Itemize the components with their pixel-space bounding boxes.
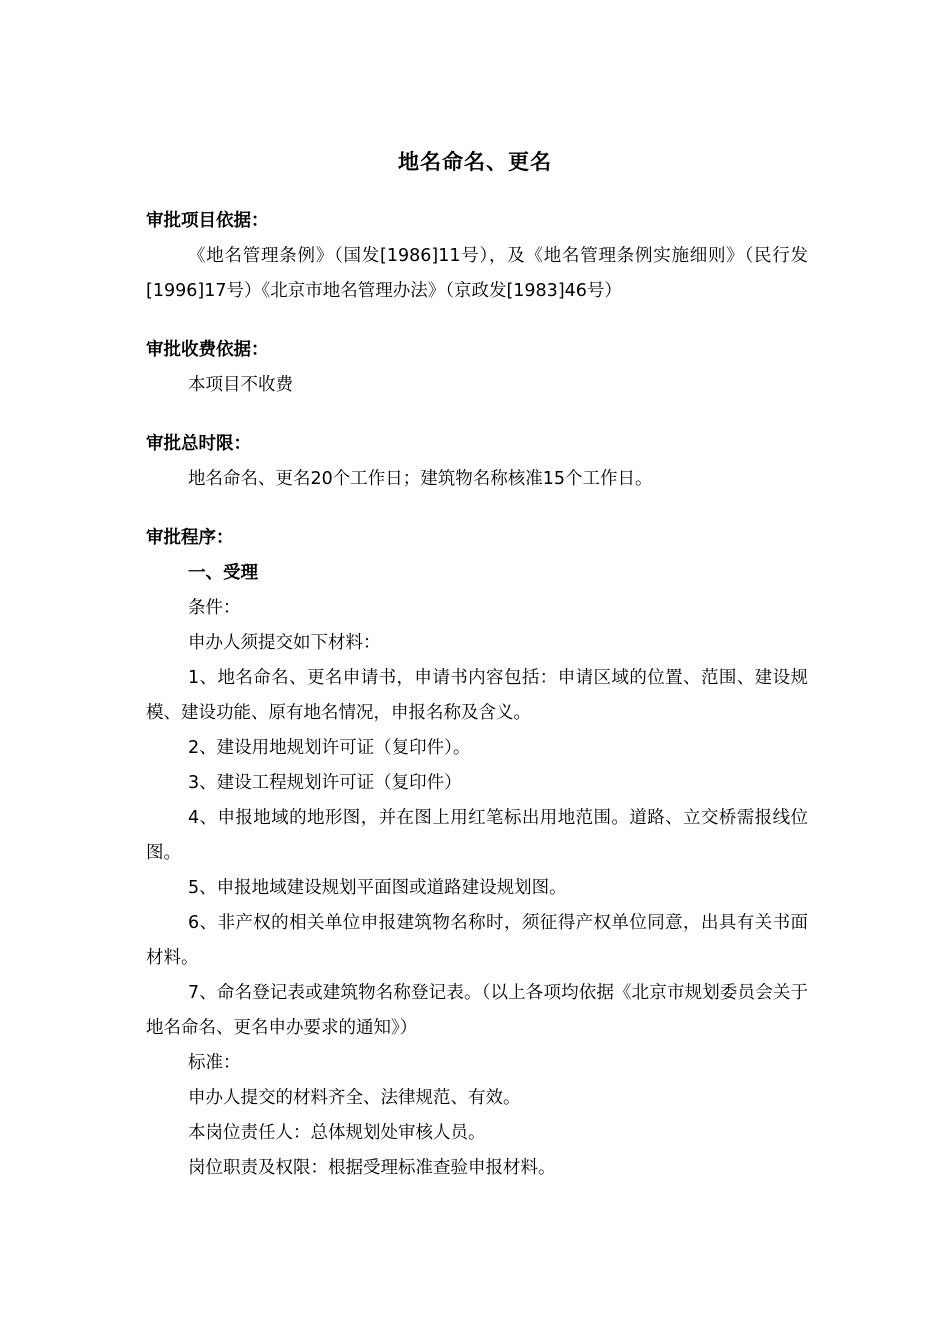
- document-body: [146, 204, 808, 1210]
- time-limit-text: 地名命名、更名20个工作日；建筑物名称核准15个工作日。: [188, 469, 653, 489]
- conditions-label: 条件：: [188, 598, 241, 618]
- page-title: 地名命名、更名: [398, 150, 552, 174]
- fee-text: 本项目不收费: [188, 375, 293, 395]
- materials-intro: 申办人须提交如下材料：: [188, 633, 381, 653]
- list-item: 5、申报地域建设规划平面图或道路建设规划图。: [188, 878, 567, 898]
- step-title: 一、受理: [188, 563, 258, 583]
- standard-text: 申办人提交的材料齐全、法律规范、有效。: [188, 1088, 521, 1108]
- section-fee-basis: [146, 333, 808, 403]
- list-item: 2、建设用地规划许可证（复印件）。: [188, 738, 471, 758]
- duties-text: 岗位职责及权限：根据受理标准查验申报材料。: [188, 1158, 556, 1178]
- list-item: 7、命名登记表或建筑物名称登记表。（以上各项均依据《北京市规划委员会关于地名命名、更名申办要求的通知》）: [146, 983, 808, 1038]
- basis-text: 《地名管理条例》（国发[1986]11号），及《地名管理条例实施细则》（民行发[1996]17号）《北京市地名管理办法》（京政发[1983]46号）: [146, 246, 808, 301]
- standard-label: 标准：: [188, 1053, 241, 1073]
- list-item: 4、申报地域的地形图，并在图上用红笔标出用地范围。道路、立交桥需报线位图。: [146, 808, 808, 863]
- list-item: 3、建设工程规划许可证（复印件）: [188, 773, 462, 793]
- section-heading: 审批项目依据：: [146, 211, 269, 231]
- section-heading: 审批程序：: [146, 528, 234, 548]
- section-time-limit: [146, 427, 808, 497]
- section-heading: 审批总时限：: [146, 434, 251, 454]
- responsible-person: 本岗位责任人：总体规划处审核人员。: [188, 1123, 486, 1143]
- section-procedure: [146, 521, 808, 1186]
- list-item: 1、地名命名、更名申请书，申请书内容包括：申请区域的位置、范围、建设规模、建设功能、原有地名情况，申报名称及含义。: [146, 668, 808, 723]
- section-heading: 审批收费依据：: [146, 340, 269, 360]
- section-approval-basis: [146, 204, 808, 309]
- list-item: 6、非产权的相关单位申报建筑物名称时，须征得产权单位同意，出具有关书面材料。: [146, 913, 808, 968]
